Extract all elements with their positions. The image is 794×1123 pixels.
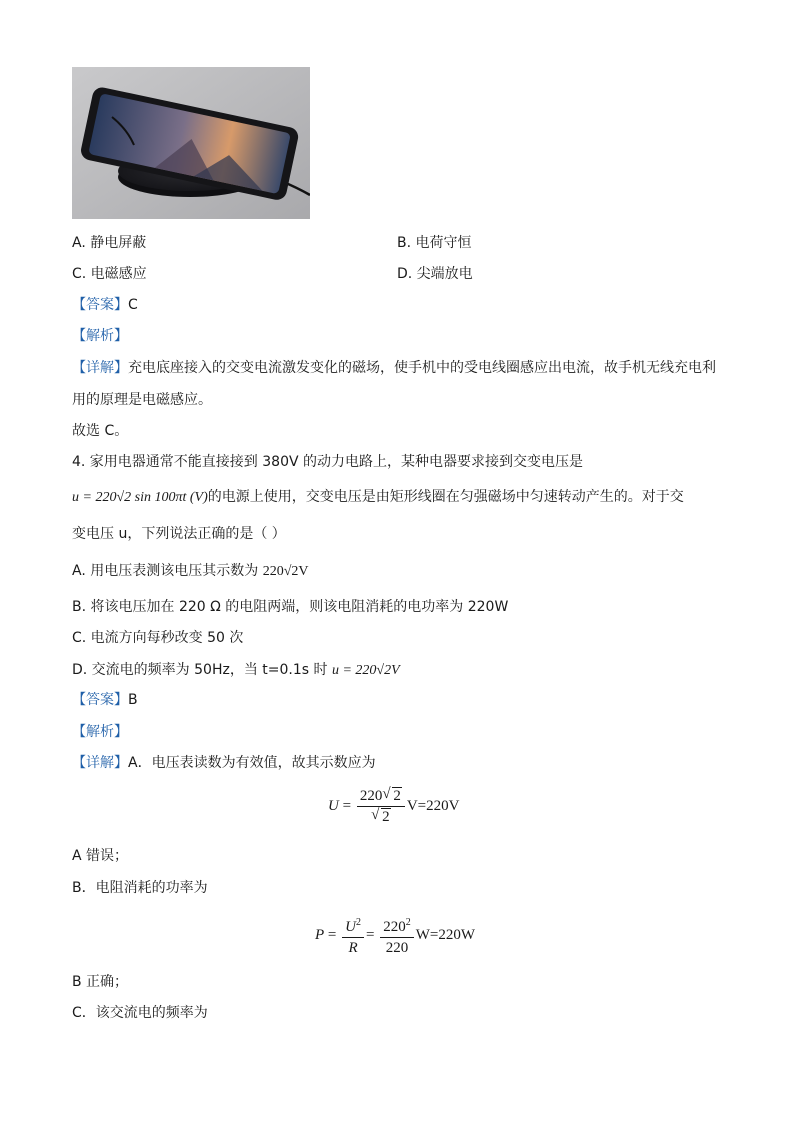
q3-option-d: D. 尖端放电 bbox=[397, 266, 473, 282]
q3-detail-line-2: 用的原理是电磁感应。 bbox=[72, 392, 212, 408]
q4-stem-line-1: 4. 家用电器通常不能直接接到 380V 的动力电路上，某种电器要求接到交变电压是 bbox=[72, 454, 584, 470]
q3-answer bbox=[72, 295, 138, 315]
answer-value: C bbox=[128, 297, 138, 313]
q4-stem-line-2 bbox=[72, 487, 684, 508]
q4-stem-line-3: 变电压 u，下列说法正确的是（ ） bbox=[72, 526, 286, 542]
wireless-charging-photo bbox=[72, 67, 310, 219]
q4-option-a-text: A. 用电压表测该电压其示数为 bbox=[72, 563, 259, 579]
q3-conclusion: 故选 C。 bbox=[72, 423, 129, 439]
q4-option-d-text: D. 交流电的频率为 50Hz，当 t=0.1s 时 bbox=[72, 662, 328, 678]
equation-b: P = $\frac{U^2}{R}$ = $\frac{220^2}{220}$ W=220W bbox=[315, 914, 475, 957]
answer-label: 【答案】 bbox=[72, 297, 128, 313]
q4-answer bbox=[72, 690, 138, 710]
phone-on-charger-image bbox=[72, 67, 310, 219]
answer-label: 【答案】 bbox=[72, 692, 128, 708]
detail-label: 【详解】 bbox=[72, 755, 128, 771]
q3-detail-line-1 bbox=[72, 358, 716, 378]
q4-option-d bbox=[72, 660, 400, 681]
q4-voltage-formula: u = 220√2 sin 100πt (V) bbox=[72, 490, 208, 505]
equation-a: U = 220√ 2 √ 2 V=220V bbox=[328, 787, 459, 826]
q4-option-c: C. 电流方向每秒改变 50 次 bbox=[72, 630, 244, 646]
q3-option-b: B. 电荷守恒 bbox=[397, 235, 472, 251]
answer-value: B bbox=[128, 692, 138, 708]
q4-detail-b: B．电阻消耗的功率为 bbox=[72, 880, 208, 896]
analysis-label: 【解析】 bbox=[72, 724, 128, 740]
q4-option-d-formula: u = 220√2V bbox=[331, 663, 400, 678]
detail-text: 充电底座接入的交变电流激发变化的磁场，使手机中的受电线圈感应出电流，故手机无线充电利 bbox=[128, 360, 716, 376]
detail-label: 【详解】 bbox=[72, 360, 128, 376]
q4-detail-c: C．该交流电的频率为 bbox=[72, 1005, 208, 1021]
detail-a-text: A．电压表读数为有效值，故其示数应为 bbox=[128, 755, 376, 771]
q4-a-wrong: A 错误； bbox=[72, 848, 129, 864]
q3-option-c: C. 电磁感应 bbox=[72, 266, 147, 282]
q4-option-b: B. 将该电压加在 220 Ω 的电阻两端，则该电阻消耗的电功率为 220W bbox=[72, 599, 509, 615]
q4-detail-a bbox=[72, 753, 376, 773]
q3-analysis bbox=[72, 326, 128, 346]
q4-option-a bbox=[72, 561, 308, 582]
q3-option-a: A. 静电屏蔽 bbox=[72, 235, 147, 251]
q4-stem-text: 的电源上使用，交变电压是由矩形线圈在匀强磁场中匀速转动产生的。对于交 bbox=[207, 489, 684, 505]
q4-analysis bbox=[72, 722, 128, 742]
q4-b-right: B 正确； bbox=[72, 974, 129, 990]
q4-option-a-formula: 220√2V bbox=[262, 564, 309, 579]
analysis-label: 【解析】 bbox=[72, 328, 128, 344]
